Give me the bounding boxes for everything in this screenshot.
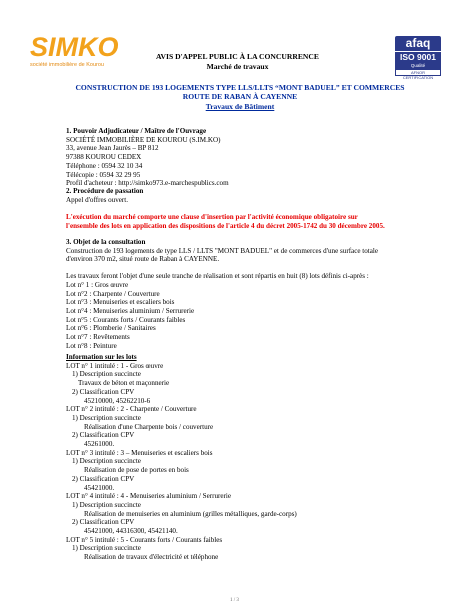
buyer-line: Télécopie : 0594 32 29 95 bbox=[66, 170, 141, 179]
section-procedure bbox=[66, 187, 426, 204]
clause-line1: L'exécution du marché comporte une clause d'insertion par l'activité économique obligatoire sur bbox=[66, 213, 358, 221]
lot-info-line: 1) Description succincte bbox=[72, 500, 141, 509]
quality-label: Qualité bbox=[395, 63, 441, 69]
lot-info-line: 1) Description succincte bbox=[72, 544, 141, 553]
buyer-line: SOCIÉTÉ IMMOBILIÈRE DE KOUROU (S.IM.KO) bbox=[66, 135, 221, 144]
lot-item: Lot n°5 : Courants forts / Courants faibles bbox=[66, 315, 186, 324]
object-line1: Construction de 193 logements de type LLS / LLTS "MONT BADUEL" et de commerces d'une surface totale bbox=[66, 246, 379, 255]
cert-label: AFNOR CERTIFICATION bbox=[395, 69, 441, 76]
lot-info-line: 45261000. bbox=[84, 440, 115, 449]
project-title-line2: ROUTE DE RABAN À CAYENNE bbox=[182, 92, 298, 102]
lot-info-line: Travaux de béton et maçonnerie bbox=[78, 379, 170, 388]
simko-logo-text: SIMKO bbox=[30, 32, 119, 62]
lot-item: Lot n°2 : Charpente / Couverture bbox=[66, 289, 160, 298]
lot-info-line: 2) Classification CPV bbox=[72, 387, 135, 396]
lot-info-line: LOT n° 2 intitulé : 2 - Charpente / Couverture bbox=[66, 405, 197, 414]
iso-label: ISO 9001 bbox=[395, 51, 441, 63]
lot-item: Lot n°3 : Menuiseries et escaliers bois bbox=[66, 298, 175, 307]
lot-info-line: LOT n° 5 intitulé : 5 - Courants forts / Courants faibles bbox=[66, 535, 223, 544]
lot-info-line: 45421000, 44316300, 45421140. bbox=[84, 527, 178, 536]
buyer-line: 33, avenue Jean Jaurès – BP 812 bbox=[66, 144, 159, 153]
lot-item: Lot n°8 : Peinture bbox=[66, 341, 117, 350]
lot-info-line: LOT n° 4 intitulé : 4 - Menuiseries aluminium / Serrurerie bbox=[66, 492, 232, 501]
lot-info-line: Réalisation d'une Charpente bois / couverture bbox=[84, 422, 214, 431]
lot-item: Lot n°7 : Revêtements bbox=[66, 333, 130, 342]
section-buyer-heading: 1. Pouvoir Adjudicateur / Maître de l'Ouvrage bbox=[66, 127, 207, 135]
afaq-label: afaq bbox=[395, 36, 441, 51]
lot-info-line: Réalisation de travaux d'électricité et téléphone bbox=[84, 553, 219, 562]
lot-info-line: 45210000, 45262210-6 bbox=[84, 396, 151, 405]
page-number: 1 / 3 bbox=[230, 598, 239, 603]
buyer-profile-link[interactable]: Profil d'acheteur : http://simko973.e-marchespublics.com bbox=[66, 179, 229, 188]
lot-info-line: 1) Description succincte bbox=[72, 413, 141, 422]
clause-line2: l'ensemble des lots en application des dispositions de l'article 4 du décret 2005-1742 du 30 décembre 2005. bbox=[66, 221, 385, 230]
lot-info-line: 1) Description succincte bbox=[72, 370, 141, 379]
lot-info-line: LOT n° 1 intitulé : 1 - Gros œuvre bbox=[66, 361, 164, 370]
section-procedure-heading: 2. Procédure de passation bbox=[66, 187, 144, 195]
section-object bbox=[66, 238, 426, 350]
lot-info-line: 2) Classification CPV bbox=[72, 474, 135, 483]
buyer-line: Téléphone : 0594 32 10 34 bbox=[66, 161, 143, 170]
procedure-text: Appel d'offres ouvert. bbox=[66, 195, 129, 204]
notice-title bbox=[150, 52, 325, 71]
lot-info-line: 2) Classification CPV bbox=[72, 431, 135, 440]
lot-item: Lot n°6 : Plomberie / Sanitaires bbox=[66, 324, 156, 333]
lot-info-line: Réalisation de menuiseries en aluminium (grilles métalliques, garde-corps) bbox=[84, 509, 297, 518]
lot-item: Lot n° 1 : Gros œuvre bbox=[66, 280, 129, 289]
insertion-clause bbox=[66, 213, 428, 230]
lot-info-line: 1) Description succincte bbox=[72, 457, 141, 466]
project-subtitle: Travaux de Bâtiment bbox=[205, 101, 275, 111]
notice-title-line2: Marché de travaux bbox=[206, 61, 269, 71]
buyer-line: 97388 KOUROU CEDEX bbox=[66, 153, 142, 162]
simko-logo bbox=[30, 33, 138, 71]
object-line2: d'environ 370 m2, situé route de Raban à CAYENNE. bbox=[66, 255, 220, 264]
section-buyer bbox=[66, 127, 426, 188]
project-title-line1: CONSTRUCTION DE 193 LOGEMENTS TYPE LLS/LLTS “MONT BADUEL” ET COMMERCES bbox=[75, 83, 405, 92]
lots-information bbox=[66, 353, 426, 562]
simko-tagline: société immobilière de Kourou bbox=[30, 62, 104, 68]
lot-item: Lot n°4 : Menuiseries aluminium / Serrurerie bbox=[66, 306, 195, 315]
notice-title-line1: AVIS D'APPEL PUBLIC À LA CONCURRENCE bbox=[156, 52, 319, 61]
lot-info-line: 2) Classification CPV bbox=[72, 518, 135, 527]
lots-information-heading: Information sur les lots bbox=[66, 353, 137, 361]
lot-info-line: Réalisation de pose de portes en bois bbox=[84, 466, 189, 475]
afaq-logo bbox=[395, 36, 441, 80]
section-object-heading: 3. Objet de la consultation bbox=[66, 238, 146, 246]
lots-intro: Les travaux feront l'objet d'une seule tranche de réalisation et sont répartis en huit (8) lots définis ci-après : bbox=[66, 272, 369, 281]
lot-info-line: LOT n° 3 intitulé : 3 – Menuiseries et escaliers bois bbox=[66, 448, 213, 457]
lot-info-line: 45421000. bbox=[84, 483, 115, 492]
project-title bbox=[66, 83, 414, 111]
